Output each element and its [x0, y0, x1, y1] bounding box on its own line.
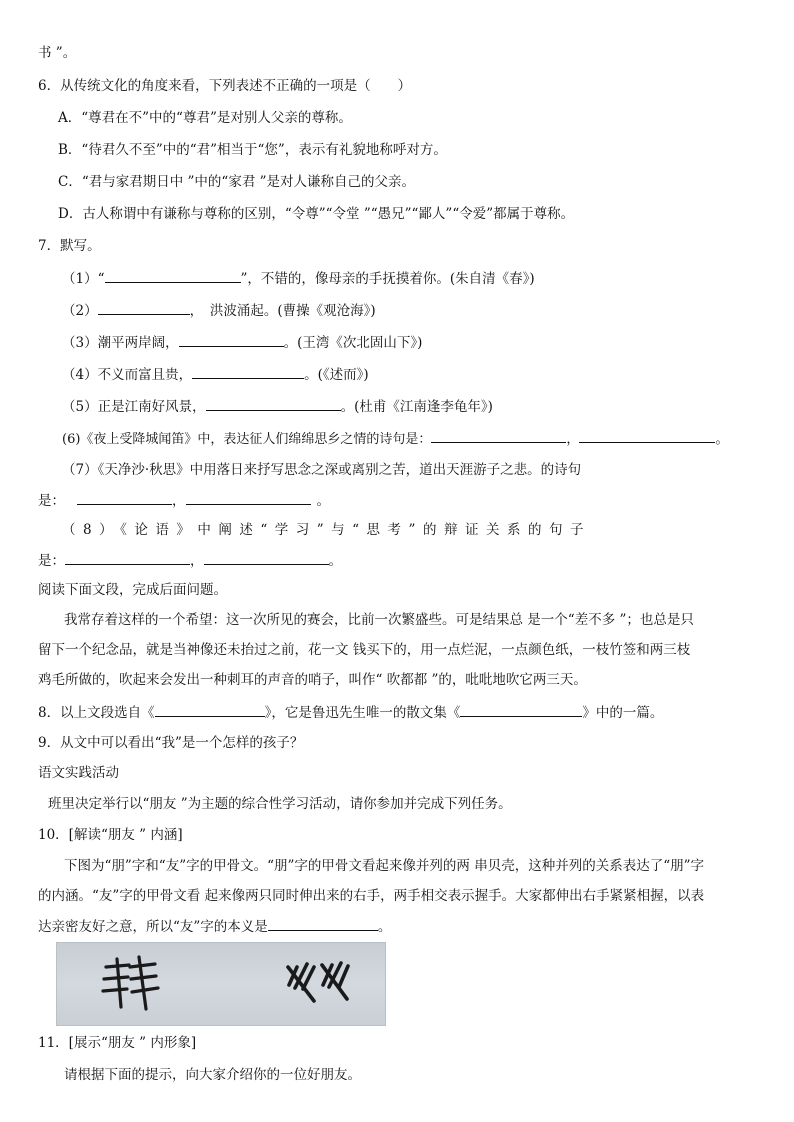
answer-blank[interactable] [65, 551, 190, 565]
question-9: 9．从文中可以看出“我”是一个怎样的孩子？ [38, 735, 304, 751]
answer-blank[interactable] [431, 429, 566, 443]
question-6: 6．从传统文化的角度来看，下列表述不正确的一项是（ ） [38, 78, 412, 94]
dictation-4: （4）不义而富且贵， 。(《述而》) [62, 367, 369, 383]
section-heading: 语文实践活动 [38, 765, 119, 781]
dictation-6: (6)《夜上受降城闻笛》中，表达征人们绵绵思乡之情的诗句是： ， 。 [62, 429, 728, 449]
dictation-2: （2） ， 洪波涌起。(曹操《观沧海》) [62, 303, 376, 319]
text-line: 书 ”。 [38, 45, 77, 61]
answer-blank[interactable] [186, 491, 311, 505]
answer-blank[interactable] [460, 703, 582, 717]
passage-line: 留下一个纪念品，就是当神像还未抬过之前，花一文 钱买下的，用一点烂泥，一点颜色纸，一枝竹签和两三枝 [38, 642, 691, 658]
oracle-bone-glyphs [57, 943, 385, 1025]
option-a: A．“尊君在不”中的“尊君”是对别人父亲的尊称。 [58, 110, 352, 126]
question-10: 10．[解读“朋友 ” 内涵] [38, 827, 183, 843]
dictation-7-answer: 是： ， 。 [38, 493, 330, 509]
dictation-8: （8）《论语》中阐述“学习”与“思考”的辩证关系的句子 [62, 522, 591, 538]
question-10-text: 达亲密友好之意，所以“友”字的本义是 。 [38, 919, 392, 935]
question-7: 7．默写。 [38, 238, 101, 254]
answer-blank[interactable] [105, 269, 241, 283]
option-c: C．“君与家君期日中 ”中的“家君 ”是对人谦称自己的父亲。 [58, 174, 416, 190]
answer-blank[interactable] [98, 301, 190, 315]
activity-intro: 班里决定举行以“朋友 ”为主题的综合性学习活动，请你参加并完成下列任务。 [48, 796, 512, 812]
dictation-7: （7）《天净沙·秋思》中用落日来抒写思念之深或离别之苦，道出天涯游子之悲。的诗句 [62, 462, 582, 478]
passage-line: 我常存着这样的一个希望：这一次所见的赛会，比前一次繁盛些。可是结果总 是一个“差不多 ”；也总是只 [64, 612, 694, 628]
question-8: 8．以上文段选自《 》，它是鲁迅先生唯一的散文集《 》中的一篇。 [38, 705, 664, 721]
answer-blank[interactable] [268, 917, 378, 931]
option-b: B．“待君久不至”中的“君”相当于“您”，表示有礼貌地称呼对方。 [58, 142, 447, 158]
dictation-8-answer: 是： ， 。 [38, 553, 342, 569]
answer-blank[interactable] [579, 429, 715, 443]
reading-instruction: 阅读下面文段，完成后面问题。 [38, 582, 227, 598]
you-oracle-glyph [288, 963, 348, 1001]
answer-blank[interactable] [206, 397, 341, 411]
answer-blank[interactable] [204, 551, 329, 565]
answer-blank[interactable] [155, 703, 265, 717]
answer-blank[interactable] [192, 365, 304, 379]
option-d: D．古人称谓中有谦称与尊称的区别，“令尊”“令堂 ”“愚兄”“鄙人”“令爱”都属于尊称。 [58, 206, 575, 222]
dictation-5: （5）正是江南好风景， 。(杜甫《江南逢李龟年》) [62, 399, 493, 415]
question-10-text: 的内涵。“友”字的甲骨文看 起来像两只同时伸出来的右手，两手相交表示握手。大家都伸出右手紧紧相握，以表 [38, 888, 705, 904]
question-11-text: 请根据下面的提示，向大家介绍你的一位好朋友。 [64, 1067, 361, 1083]
question-10-text: 下图为“朋”字和“友”字的甲骨文。“朋”字的甲骨文看起来像并列的两 串贝壳，这种并列的关系表达了“朋”字 [64, 858, 705, 874]
answer-blank[interactable] [179, 333, 284, 347]
dictation-3: （3）潮平两岸阔， 。(王湾《次北固山下》) [62, 335, 423, 351]
dictation-1: （1）“ ”，不错的，像母亲的手抚摸着你。(朱自清《春》) [62, 271, 535, 287]
oracle-bone-figure [56, 942, 386, 1026]
peng-oracle-glyph [103, 957, 158, 1009]
answer-blank[interactable] [77, 491, 172, 505]
passage-line: 鸡毛所做的，吹起来会发出一种刺耳的声音的哨子，叫作“ 吹都都 ”的，吡吡地吹它两三天。 [38, 672, 587, 688]
question-11: 11．[展示“朋友 ” 内形象] [38, 1035, 197, 1051]
